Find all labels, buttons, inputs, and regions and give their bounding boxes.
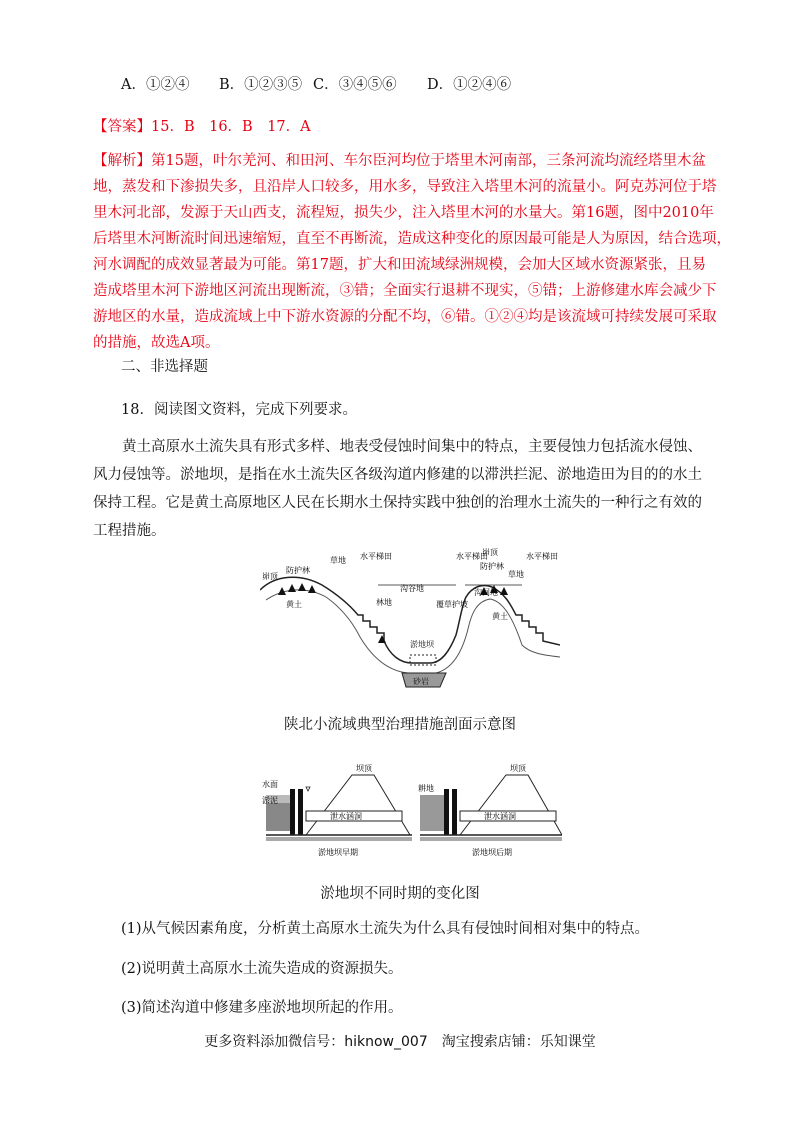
dam-early-panel [262,763,412,857]
footer-text: 更多资料添加微信号：hiknow_007 淘宝搜索店铺：乐知课堂 [204,1034,596,1050]
grass-left-label: 草地 [330,556,346,565]
loess-right-label: 黄土 [492,612,508,621]
slope-protect-label: 覆草护坡 [436,600,468,609]
section-title: 二、非选择题 [121,359,208,375]
answer-text: 15．B 16．B 17．A [151,119,311,135]
early-culvert-label: 泄水涵洞 [330,812,362,821]
option-a: A．①②④ [121,77,190,93]
early-period-label: 淤地坝早期 [318,848,358,857]
trees-slope [378,635,386,643]
question-3: (3)简述沟道中修建多座淤地坝所起的作用。 [121,1000,403,1016]
dam-label: 淤地坝 [410,640,434,649]
grass-right-label: 草地 [508,570,524,579]
terrain-inner [266,590,560,673]
analysis-label: 【解析】 [93,153,151,169]
figure1-caption: 陕北小流域典型治理措施剖面示意图 [284,717,516,733]
terrace-left-label: 水平梯田 [360,552,392,561]
analysis-line: 造成塔里木河下游地区河流出现断流，③错；全面实行退耕不现实，⑤错；上游修建水库会减少下 [93,283,717,299]
gully-right-label: 沟间地 [474,588,498,597]
answer-label: 【答案】 [93,119,151,135]
loess-left-label: 黄土 [286,600,302,609]
dam-periods-figure [262,755,562,863]
ridge-right-label: 峁顶 [482,548,498,557]
terrace-right2-label: 水平梯田 [526,552,558,561]
trees-left [278,583,316,595]
answer-line [93,117,311,137]
option-d: D．①②④⑥ [427,77,512,93]
early-top-label: 坝顶 [356,764,372,773]
analysis-line: 的措施，故选A项。 [93,335,220,351]
figure2-caption: 淤地坝不同时期的变化图 [320,886,480,902]
question18-intro: 18．阅读图文资料，完成下列要求。 [121,402,357,418]
cross-section-figure [260,545,560,690]
gully-label: 沟谷地 [400,584,424,593]
early-water-label: 水面 [262,780,278,789]
water-level-icon [306,787,310,791]
options-row [121,75,511,95]
option-b: B．①②③⑤ [219,77,303,93]
dam-late-panel [418,763,562,857]
woodland-label: 林地 [376,598,392,607]
analysis-line: 游地区的水量，造成流域上中下游水资源的分配不均，⑥错。①②④均是该流域可持续发展可采取 [93,309,717,325]
analysis-block [93,148,731,356]
analysis-line: 河水调配的成效显著最为可能。第17题，扩大和田流域绿洲规模，会加大区域水资源紧张，且易 [93,257,706,273]
question-1: (1)从气候因素角度，分析黄土高原水土流失为什么具有侵蚀时间相对集中的特点。 [121,921,650,937]
bedrock-label: 砂岩 [413,677,429,686]
ridge-left-label: 峁顶 [262,572,278,581]
option-c: C．③④⑤⑥ [313,77,397,93]
terrace-right1-label: 水平梯田 [456,552,488,561]
analysis-line: 里木河北部，发源于天山西支，流程短，损失少，注入塔里木河的水量大。第16题，图中2010年 [93,205,714,221]
forest-left-label: 防护林 [286,566,310,575]
analysis-line: 后塔里木河断流时间迅速缩短，直至不再断流，造成这种变化的原因最可能是人为原因，结合选项， [93,231,731,247]
question-2: (2)说明黄土高原水土流失造成的资源损失。 [121,961,403,977]
late-period-label: 淤地坝后期 [472,848,512,857]
early-silt-label: 淤泥 [262,796,278,805]
late-top-label: 坝顶 [510,764,526,773]
late-culvert-label: 泄水涵洞 [484,812,516,821]
analysis-line: 【解析】第15题，叶尔羌河、和田河、车尔臣河均位于塔里木河南部，三条河流均流经塔里木盆 [93,153,706,169]
forest-right-label: 防护林 [480,562,504,571]
material-paragraph: 黄土高原水土流失具有形式多样、地表受侵蚀时间集中的特点，主要侵蚀力包括流水侵蚀、风力侵蚀等。淤地坝，是指在水土流失区各级沟道内修建的以滞洪拦泥、淤地造田为目的的水土保持工程。它是黄土高原地区人民在长期水土保持实践中独创的治理水土流失的一种行之有效的工程措施。 [93,439,702,539]
analysis-line: 地，蒸发和下渗损失多，且沿岸人口较多，用水多，导致注入塔里木河的流量小。阿克苏河位于塔 [93,179,717,195]
late-farmland-label: 耕地 [418,784,434,793]
